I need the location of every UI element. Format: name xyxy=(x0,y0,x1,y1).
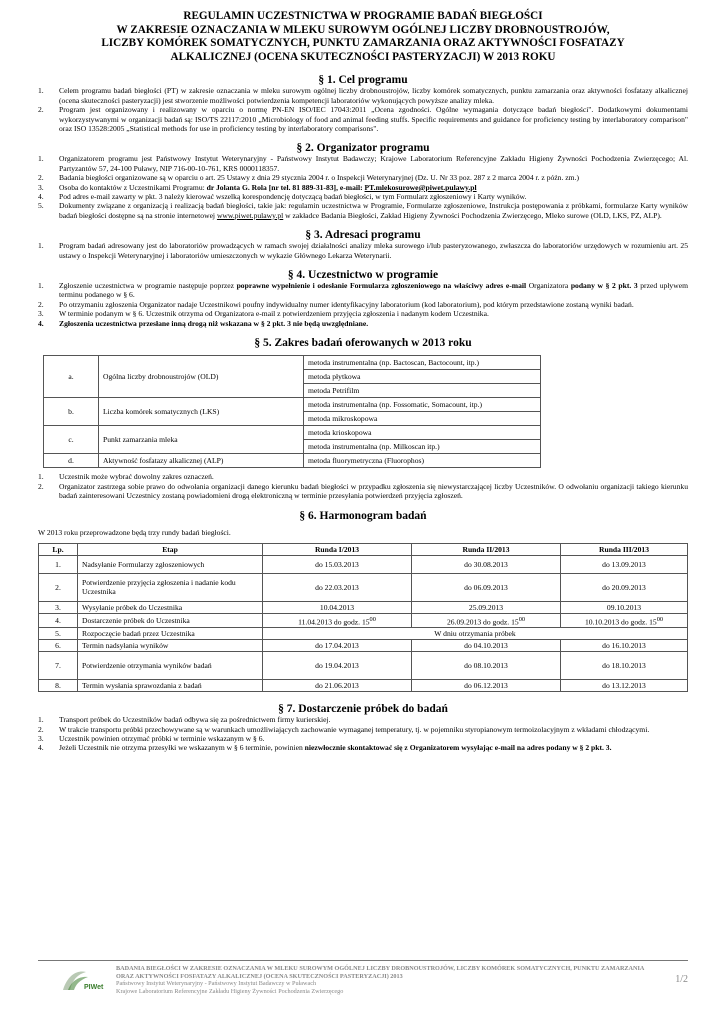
footer-divider xyxy=(38,960,688,961)
list-item-text: Organizator zastrzega sobie prawo do odwołania organizacji danego kierunku badań biegłości w przypadku zgłoszenia się niewystarczającej liczby Uczestników. O odwołaniu organizacji takiego kierunku badań zainteresowani Uczestnicy zostaną powiadomieni drogą elektroniczną w terminie przesyłania potwierdzeń przyjęcia zgłoszeń. xyxy=(59,481,688,500)
section-5-heading: § 5. Zakres badań oferowanych w 2013 roku xyxy=(254,337,472,350)
section-2-list xyxy=(38,154,688,220)
cell-sup: 00 xyxy=(518,615,526,623)
list-item-text: Dokumenty związane z organizacją i realizacją badań biegłości, takie jak: regulamin uczestnictwa w Programie, Formularze zgłoszeniowe, Instrukcja postępowania z próbkami, formularze Karty wyników badań biegłości dostępne są na stronie internetowej xyxy=(59,201,688,220)
table-cell: metoda Petrifilm xyxy=(304,384,541,398)
table-cell: a. xyxy=(44,356,99,398)
table-header: Etap xyxy=(78,543,263,555)
list-item: 1. Zgłoszenie uczestnictwa w programie następuje poprzez poprawne wypełnienie i odesłanie Formularza zgłoszeniowego na właściwy adres e-mail Organizatora podany w § 2 pkt. 3 przed upływem terminu podanego w § 6. xyxy=(38,281,688,300)
section-4-heading: § 4. Uczestnictwo w programie xyxy=(287,269,439,282)
table-cell: 4. xyxy=(39,613,78,628)
list-item: 2. W trakcie transportu próbki przechowywane są w warunkach umożliwiających zachowanie wymaganej temperatury, tj. w pojemniku styropianowym termoizolacyjnym z wkładami chłodzącymi. xyxy=(38,724,650,734)
list-item-text: przed upływem terminu podanego w § 6. xyxy=(59,281,688,300)
list-item: 4. Jeżeli Uczestnik nie otrzyma przesyłki we wskazanym w § 6 terminie, powinien niezwłocznie skontaktować się z Organizatorem wysyłając e-mail na adres podany w § 2 pkt. 3. xyxy=(38,743,612,753)
table-row xyxy=(39,680,688,692)
table-cell xyxy=(412,613,561,628)
table-header: Runda III/2013 xyxy=(561,543,688,555)
section-4-list xyxy=(38,281,688,328)
footer-line-3: Krajowe Laboratorium Referencyjne Zakładu Higieny Żywności Pochodzenia Zwierzęcego xyxy=(116,987,344,995)
list-item-text: Zgłoszenie uczestnictwa w programie następuje poprzez xyxy=(59,281,237,291)
section-1-list xyxy=(38,86,688,133)
table-cell: 3. xyxy=(39,601,78,613)
table-cell: do 30.08.2013 xyxy=(412,555,561,573)
table-cell: metoda fluorymetryczna (Fluorophos) xyxy=(304,454,541,468)
table-cell: 25.09.2013 xyxy=(412,601,561,613)
table-cell: Punkt zamarzania mleka xyxy=(99,426,304,454)
table-cell: do 13.12.2013 xyxy=(561,680,688,692)
cell-sup: 00 xyxy=(369,615,376,623)
table-cell: do 04.10.2013 xyxy=(412,640,561,652)
table-header: Runda I/2013 xyxy=(263,543,412,555)
table-cell: 10.04.2013 xyxy=(263,601,412,613)
table-cell: 2. xyxy=(39,573,78,601)
footer-line-1: BADANIA BIEGŁOŚCI W ZAKRESIE OZNACZANIA W MLEKU SUROWYM OGÓLNEJ LICZBY DROBNOUSTROJÓW, LICZBY KOMÓREK SOMATYCZNYCH, PUNKTU ZAMARZANIA ORAZ AKTYWNOŚCI FOSFATAZY ALKALICZNEJ (OCENA SKUTECZNOŚCI PASTERYZACJI) 2013 xyxy=(116,965,645,980)
list-item-text: Uczestnik może wybrać dowolny zakres oznaczeń. xyxy=(59,472,214,482)
contact-label: Osoba do kontaktów z Uczestnikami Programu: xyxy=(59,182,207,192)
piwet-logo-icon xyxy=(60,968,104,994)
table-cell: do 19.04.2013 xyxy=(263,652,412,680)
table-cell: 1. xyxy=(39,555,78,573)
list-item: 1. Celem programu badań biegłości (PT) w zakresie oznaczania w mleku surowym ogólnej liczby drobnoustrojów, liczby komórek somatycznych, punktu zamarzania oraz aktywności fosfatazy alkalicznej (ocena skuteczności pasteryzacji) jest stworzenie możliwości potwierdzenia kompetencji laboratoriów wykonujących powyższe analizy mleka. xyxy=(38,86,688,105)
list-item-text: Program jest organizowany i realizowany w oparciu o normę PN-EN ISO/IEC 17043:2011 „Ocena zgodności. Ogólne wymagania dotyczące badań biegłości". Dodatkowymi dokumentami wykorzystywanymi w organizacji badań są: ISO/TS 22117:2010 „Microbiology of food and animal feeding stuffs. Specific requirements and guidance for proficiency testing by interlaboratory comparison" oraz ISO 13528:2005 „Statistical methods for use in proficiency testing by interlaboratory comparisons". xyxy=(59,105,688,133)
table-row xyxy=(39,573,688,601)
table-cell: Potwierdzenie przyjęcia zgłoszenia i nadanie kodu Uczestnika xyxy=(78,573,263,601)
list-item: 3. Uczestnik powinien otrzymać próbki w terminie wskazanym w § 6. xyxy=(38,734,265,744)
table-cell: metoda mikroskopowa xyxy=(304,412,541,426)
table-row xyxy=(39,652,688,680)
table-cell: do 17.04.2013 xyxy=(263,640,412,652)
table-cell: Wysyłanie próbek do Uczestnika xyxy=(78,601,263,613)
title-line-2: W ZAKRESIE OZNACZANIA W MLEKU SUROWYM OGÓLNEJ LICZBY DROBNOUSTROJÓW, xyxy=(116,23,610,36)
logo-text: PIWet xyxy=(84,984,104,991)
list-item-text: Po otrzymaniu zgłoszenia Organizator nadaje Uczestnikowi poufny indywidualny numer identyfikacyjny laboratorium (kod laboratorium), pod którym przedstawione zostaną wyniki badań. xyxy=(59,299,634,309)
cell-text: 11.04.2013 do godz. 15 xyxy=(298,617,370,627)
list-item: 1. Uczestnik może wybrać dowolny zakres oznaczeń. xyxy=(38,472,214,482)
table-cell: Termin wysłania sprawozdania z badań xyxy=(78,680,263,692)
table-cell: do 06.12.2013 xyxy=(412,680,561,692)
list-item-text: Program badań adresowany jest do laboratoriów prowadzących w ramach swojej działalności analizy mleka surowego i/lub pasteryzowanego, zwłaszcza do laboratoriów urzędowych w rozumieniu art. 25 ustawy o Inspekcji Weterynaryjnej i laboratoriów umieszczonych w wykazie Głównego Lekarza Weterynarii. xyxy=(59,241,688,260)
table-header: Runda II/2013 xyxy=(412,543,561,555)
table-cell: do 13.09.2013 xyxy=(561,555,688,573)
table-row xyxy=(39,601,688,613)
section-5-notes xyxy=(38,472,688,500)
list-item-text: w zakładce Badania Biegłości, Zakład Higieny Żywności Pochodzenia Zwierzęcego, Mleko surowe (OLD, LKS, PZ, ALP). xyxy=(283,210,662,220)
footer-line-2: Państwowy Instytut Weterynaryjny - Państwowy Instytut Badawczy w Puławach xyxy=(116,980,317,988)
table-row xyxy=(39,555,688,573)
table-cell: Aktywność fosfatazy alkalicznej (ALP) xyxy=(99,454,304,468)
table-cell xyxy=(263,613,412,628)
table-cell: Termin nadsyłania wyników xyxy=(78,640,263,652)
table-row xyxy=(39,640,688,652)
document-title xyxy=(38,10,688,64)
table-cell: metoda instrumentalna (np. Milkoscan itp.) xyxy=(304,440,541,454)
list-item: 2. Badania biegłości organizowane są w oparciu o art. 25 Ustawy z dnia 29 stycznia 2004 r. o Inspekcji Weterynaryjnej (Dz. U. Nr 33 poz. 287 z 2 marca 2004 r. z późn. zm.) xyxy=(38,173,579,183)
table-row xyxy=(44,454,541,468)
table-cell: Ogólna liczby drobnoustrojów (OLD) xyxy=(99,356,304,398)
table-cell: 7. xyxy=(39,652,78,680)
table-cell: Rozpoczęcie badań przez Uczestnika xyxy=(78,628,263,640)
list-item: 3. W terminie podanym w § 6. Uczestnik otrzyma od Organizatora e-mail z potwierdzeniem przyjęcia zgłoszenia i nadanym kodem Uczestnika. xyxy=(38,309,489,319)
document-page xyxy=(38,10,688,753)
table-cell: metoda płytkowa xyxy=(304,370,541,384)
list-item-text: W terminie podanym w § 6. Uczestnik otrzyma od Organizatora e-mail z potwierdzeniem przyjęcia zgłoszenia i nadanym kodem Uczestnika. xyxy=(59,309,489,319)
table-cell: d. xyxy=(44,454,99,468)
cell-sup: 00 xyxy=(656,615,664,623)
list-item: 1. Program badań adresowany jest do laboratoriów prowadzących w ramach swojej działalności analizy mleka surowego i/lub pasteryzowanego, zwłaszcza do laboratoriów urzędowych w rozumieniu art. 25 ustawy o Inspekcji Weterynaryjnej i laboratoriów umieszczonych w wykazie Głównego Lekarza Weterynarii. xyxy=(38,241,688,260)
table-cell xyxy=(561,613,688,628)
table-cell: W dniu otrzymania próbek xyxy=(263,628,688,640)
list-item-text: Pod adres e-mail zawarty w pkt. 3 należy kierować wszelką korespondencję dotyczącą badań biegłości, w tym Formularz zgłoszeniowy i Karty wyników. xyxy=(59,192,527,202)
table-row xyxy=(44,356,541,370)
list-item-bold: poprawne wypełnienie i odesłanie Formularza zgłoszeniowego na właściwy adres e-mail xyxy=(236,281,527,291)
cell-text: 26.09.2013 do godz. 15 xyxy=(446,617,519,627)
list-item-bold: niezwłocznie skontaktować się z Organizatorem wysyłając e-mail na adres podany w § 2 pkt. 3. xyxy=(304,743,612,753)
section-6-heading: § 6. Harmonogram badań xyxy=(299,510,427,523)
table-cell: 8. xyxy=(39,680,78,692)
list-item-text: Organizatora xyxy=(526,281,571,291)
list-item-text: Organizatorem programu jest Państwowy Instytut Weterynaryjny - Państwowy Instytut Badawczy; Krajowe Laboratorium Referencyjne Zakładu Higieny Żywności Pochodzenia Zwierzęcego; Al. Partyzantów 57, 24-100 Puławy, NIP 716-00-10-761, KRS 0000118357. xyxy=(59,154,688,173)
table-cell: Potwierdzenie otrzymania wyników badań xyxy=(78,652,263,680)
scope-table xyxy=(43,355,541,468)
table-cell: metoda instrumentalna (np. Fossomatic, Somacount, itp.) xyxy=(304,398,541,412)
table-cell: metoda instrumentalna (np. Bactoscan, Bactocount, itp.) xyxy=(304,356,541,370)
table-row xyxy=(44,426,541,440)
schedule-intro: W 2013 roku przeprowadzone będą trzy rundy badań biegłości. xyxy=(38,528,231,538)
cell-text: 10.10.2013 do godz. 15 xyxy=(584,617,657,627)
list-item-text: Uczestnik powinien otrzymać próbki w terminie wskazanym w § 6. xyxy=(59,734,265,744)
list-item-text: Zgłoszenia uczestnictwa przesłane inną drogą niż wskazana w § 2 pkt. 3 nie będą uwzględniane. xyxy=(59,318,369,328)
table-cell: do 21.06.2013 xyxy=(263,680,412,692)
list-item-text: Jeżeli Uczestnik nie otrzyma przesyłki we wskazanym w § 6 terminie, powinien xyxy=(59,743,305,753)
section-7-list xyxy=(38,715,688,753)
list-item: 1. Organizatorem programu jest Państwowy Instytut Weterynaryjny - Państwowy Instytut Badawczy; Krajowe Laboratorium Referencyjne Zakładu Higieny Żywności Pochodzenia Zwierzęcego; Al. Partyzantów 57, 24-100 Puławy, NIP 716-00-10-761, KRS 0000118357. xyxy=(38,154,688,173)
schedule-table xyxy=(38,543,688,693)
list-item-text: W trakcie transportu próbki przechowywane są w warunkach umożliwiających zachowanie wymaganej temperatury, tj. w pojemniku styropianowym termoizolacyjnym z wkładami chłodzącymi. xyxy=(59,724,650,734)
list-item: 1. Transport próbek do Uczestników badań odbywa się za pośrednictwem firmy kurierskiej. xyxy=(38,715,331,725)
list-item-text: Badania biegłości organizowane są w oparciu o art. 25 Ustawy z dnia 29 stycznia 2004 r. o Inspekcji Weterynaryjnej (Dz. U. Nr 33 poz. 287 z 2 marca 2004 r. z późn. zm.) xyxy=(59,173,579,183)
section-7-heading: § 7. Dostarczenie próbek do badań xyxy=(278,703,448,716)
table-header-row xyxy=(39,543,688,555)
list-item: 2. Organizator zastrzega sobie prawo do odwołania organizacji danego kierunku badań biegłości w przypadku zgłoszenia się niewystarczającej liczby Uczestników. O odwołaniu organizacji takiego kierunku badań zainteresowani Uczestnicy zostaną powiadomieni drogą elektroniczną w terminie przesyłania potwierdzeń przyjęcia zgłoszeń. xyxy=(38,481,688,500)
page-number: 1/2 xyxy=(675,974,688,985)
table-cell: b. xyxy=(44,398,99,426)
list-item: 2. Po otrzymaniu zgłoszenia Organizator nadaje Uczestnikowi poufny indywidualny numer identyfikacyjny laboratorium (kod laboratorium), pod którym przedstawione zostaną wyniki badań. xyxy=(38,299,634,309)
table-row xyxy=(44,398,541,412)
list-item: 3. Osoba do kontaktów z Uczestnikami Programu: dr Jolanta G. Rola [nr tel. 81 889-31-83], e-mail: PT.mlekosurowe@piwet.pulawy.pl xyxy=(38,182,477,192)
table-cell: metoda krioskopowa xyxy=(304,426,541,440)
table-cell: Nadsyłanie Formularzy zgłoszeniowych xyxy=(78,555,263,573)
table-cell: do 15.03.2013 xyxy=(263,555,412,573)
website-link[interactable]: www.piwet.pulawy.pl xyxy=(216,210,284,220)
title-line-4: ALKALICZNEJ (OCENA SKUTECZNOŚCI PASTERYZACJI) W 2013 ROKU xyxy=(170,50,556,63)
table-cell: do 22.03.2013 xyxy=(263,573,412,601)
table-cell: do 18.10.2013 xyxy=(561,652,688,680)
section-3-heading: § 3. Adresaci programu xyxy=(305,229,421,242)
footer-text xyxy=(116,965,656,995)
table-cell: c. xyxy=(44,426,99,454)
table-cell: 09.10.2013 xyxy=(561,601,688,613)
table-cell: do 08.10.2013 xyxy=(412,652,561,680)
list-item-text: Celem programu badań biegłości (PT) w zakresie oznaczania w mleku surowym ogólnej liczby drobnoustrojów, liczby komórek somatycznych, punktu zamarzania oraz aktywności fosfatazy alkalicznej (ocena skuteczności pasteryzacji) jest stworzenie możliwości potwierdzenia kompetencji laboratoriów wykonujących powyższe analizy mleka. xyxy=(59,86,688,105)
title-line-1: REGULAMIN UCZESTNICTWA W PROGRAMIE BADAŃ BIEGŁOŚCI xyxy=(183,10,543,22)
table-cell: 5. xyxy=(39,628,78,640)
table-cell: 6. xyxy=(39,640,78,652)
table-header: Lp. xyxy=(39,543,78,555)
table-row xyxy=(39,613,688,628)
table-row xyxy=(39,628,688,640)
list-item: 4. Zgłoszenia uczestnictwa przesłane inną drogą niż wskazana w § 2 pkt. 3 nie będą uwzględniane. xyxy=(38,318,369,328)
list-item: 2. Program jest organizowany i realizowany w oparciu o normę PN-EN ISO/IEC 17043:2011 „Ocena zgodności. Ogólne wymagania dotyczące badań biegłości". Dodatkowymi dokumentami wykorzystywanymi w organizacji badań są: ISO/TS 22117:2010 „Microbiology of food and animal feeding stuffs. Specific requirements and guidance for proficiency testing by interlaboratory comparison" oraz ISO 13528:2005 „Statistical methods for use in proficiency testing by interlaboratory comparisons". xyxy=(38,105,688,133)
section-1-heading: § 1. Cel programu xyxy=(318,74,408,87)
table-cell: do 06.09.2013 xyxy=(412,573,561,601)
list-item: 4. Pod adres e-mail zawarty w pkt. 3 należy kierować wszelką korespondencję dotyczącą badań biegłości, w tym Formularz zgłoszeniowy i Karty wyników. xyxy=(38,192,527,202)
contact-person: dr Jolanta G. Rola [nr tel. 81 889-31-83], e-mail: xyxy=(206,182,365,192)
table-cell: Dostarczenie próbek do Uczestnika xyxy=(78,613,263,628)
list-item-bold: podany w § 2 pkt. 3 xyxy=(570,281,638,291)
title-line-3: LICZBY KOMÓREK SOMATYCZNYCH, PUNKTU ZAMARZANIA ORAZ AKTYWNOŚCI FOSFATAZY xyxy=(101,37,625,50)
contact-email-link[interactable]: PT.mlekosurowe@piwet.pulawy.pl xyxy=(364,182,477,192)
table-cell: do 20.09.2013 xyxy=(561,573,688,601)
section-3-list xyxy=(38,241,688,260)
section-2-heading: § 2. Organizator programu xyxy=(296,142,430,155)
table-cell: do 16.10.2013 xyxy=(561,640,688,652)
list-item: 5. Dokumenty związane z organizacją i realizacją badań biegłości, takie jak: regulamin uczestnictwa w Programie, Formularze zgłoszeniowe, Instrukcja postępowania z próbkami, formularze Karty wyników badań biegłości dostępne są na stronie internetowej www.piwet.pulawy.pl w zakładce Badania Biegłości, Zakład Higieny Żywności Pochodzenia Zwierzęcego, Mleko surowe (OLD, LKS, PZ, ALP). xyxy=(38,201,688,220)
table-cell: Liczba komórek somatycznych (LKS) xyxy=(99,398,304,426)
list-item-text: Transport próbek do Uczestników badań odbywa się za pośrednictwem firmy kurierskiej. xyxy=(59,715,331,725)
page-footer xyxy=(38,960,688,1010)
